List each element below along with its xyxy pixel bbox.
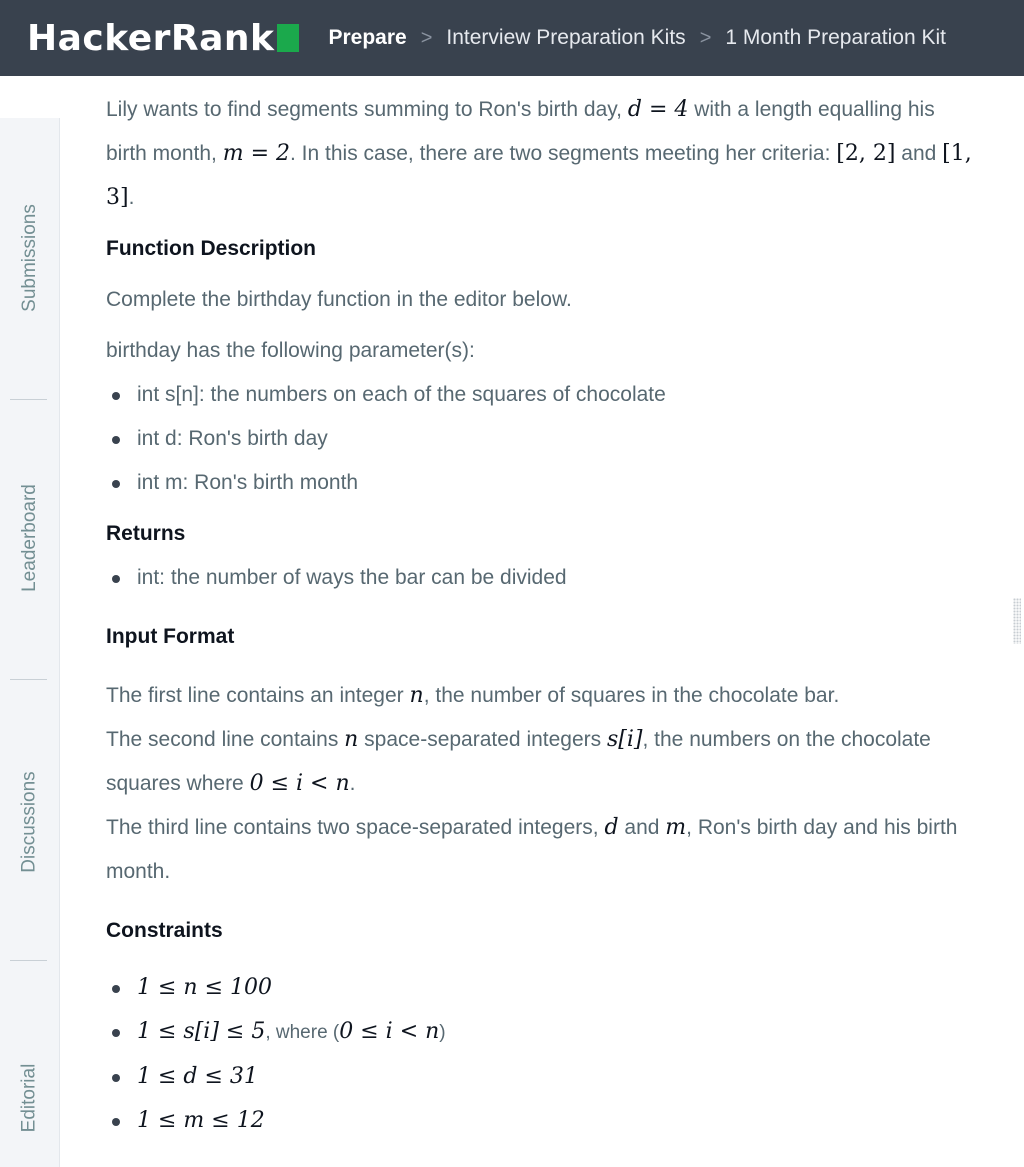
resize-handle-icon[interactable] [1013, 598, 1021, 644]
tab-divider [10, 399, 47, 400]
list-item: int s[n]: the numbers on each of the squares of chocolate [106, 373, 976, 417]
breadcrumb-interview-kits[interactable]: Interview Preparation Kits [446, 26, 686, 49]
intro-paragraph [106, 88, 976, 220]
constraint-m: 1 ≤ m ≤ 12 [137, 1108, 265, 1133]
constraint-d: 1 ≤ d ≤ 31 [137, 1064, 258, 1089]
math-segment-1: [2, 2] [836, 141, 896, 166]
math-index-range: 0 ≤ i < n [249, 771, 350, 796]
list-item: int m: Ron's birth month [106, 461, 976, 505]
input-text: , the number of squares in the chocolate bar. [423, 684, 840, 707]
list-item: int: the number of ways the bar can be divided [106, 556, 976, 600]
math-n: n [409, 683, 424, 708]
intro-text: with a length equalling his birth month, [106, 98, 935, 165]
chevron-right-icon: > [420, 26, 433, 49]
tab-divider [10, 960, 47, 961]
list-item [106, 1010, 976, 1055]
constraint-text: , where ( [265, 1022, 340, 1043]
list-item: int d: Ron's birth day [106, 417, 976, 461]
input-format-line-2 [106, 718, 976, 806]
tab-editorial-label: Editorial [18, 1063, 40, 1133]
math-n: n [344, 727, 359, 752]
returns-list [106, 556, 976, 600]
intro-text: Lily wants to find segments summing to Ron's birth day, [106, 98, 623, 121]
chevron-right-icon: > [699, 26, 712, 49]
returns-heading: Returns [106, 522, 186, 545]
input-text: The second line contains [106, 728, 339, 751]
tab-leaderboard-label: Leaderboard [18, 484, 40, 592]
constraint-s: 1 ≤ s[i] ≤ 5 [137, 1019, 266, 1044]
math-d-equals: d = 4 [627, 97, 689, 122]
constraints-heading: Constraints [106, 919, 223, 942]
intro-text: . In this case, there are two segments meeting her criteria: [290, 142, 831, 165]
input-text: The third line contains two space-separated integers, [106, 816, 599, 839]
input-text: , the numbers on the chocolate squares where [106, 728, 931, 795]
parameters-intro: birthday has the following parameter(s): [106, 339, 475, 362]
math-d: d [604, 815, 619, 840]
intro-text: . [128, 186, 135, 209]
function-description-heading: Function Description [106, 237, 316, 260]
brand-name: HackerRank [27, 17, 275, 59]
intro-text: and [901, 142, 937, 165]
hackerrank-logo[interactable] [27, 18, 299, 59]
list-item [106, 966, 976, 1010]
function-description-text: Complete the birthday function in the editor below. [106, 288, 572, 311]
constraint-text: ) [439, 1022, 446, 1043]
tab-editorial[interactable] [0, 1038, 59, 1158]
input-text: and [624, 816, 660, 839]
tab-discussions-label: Discussions [18, 771, 40, 873]
tab-submissions-label: Submissions [18, 204, 40, 312]
input-text: , Ron's birth day and his birth month. [106, 816, 958, 883]
math-s-i: s[i] [607, 727, 643, 752]
input-format-line-3 [106, 806, 976, 894]
math-segment-2: [1, 3] [106, 141, 972, 210]
side-tab-rail [0, 118, 60, 1167]
tab-divider [10, 679, 47, 680]
tab-submissions[interactable] [0, 178, 59, 338]
breadcrumb-1-month-kit[interactable]: 1 Month Preparation Kit [725, 26, 946, 49]
input-text: space-separated integers [364, 728, 602, 751]
logo-block-icon [277, 24, 299, 52]
list-item [106, 1055, 976, 1099]
input-format-heading: Input Format [106, 625, 235, 648]
constraint-index: 0 ≤ i < n [339, 1019, 440, 1044]
constraint-n: 1 ≤ n ≤ 100 [137, 975, 272, 1000]
breadcrumb-prepare[interactable]: Prepare [328, 26, 407, 49]
input-text: . [349, 772, 356, 795]
top-nav [0, 0, 1024, 76]
math-m-equals: m = 2 [222, 141, 291, 166]
list-item [106, 1099, 976, 1143]
math-m: m [665, 815, 687, 840]
input-text: The first line contains an integer [106, 684, 404, 707]
problem-statement [106, 88, 976, 1143]
tab-leaderboard[interactable] [0, 458, 59, 618]
constraints-list [106, 966, 976, 1143]
parameter-list [106, 373, 976, 505]
breadcrumb [329, 26, 947, 50]
tab-discussions[interactable] [0, 742, 59, 902]
input-format-line-1 [106, 674, 976, 718]
